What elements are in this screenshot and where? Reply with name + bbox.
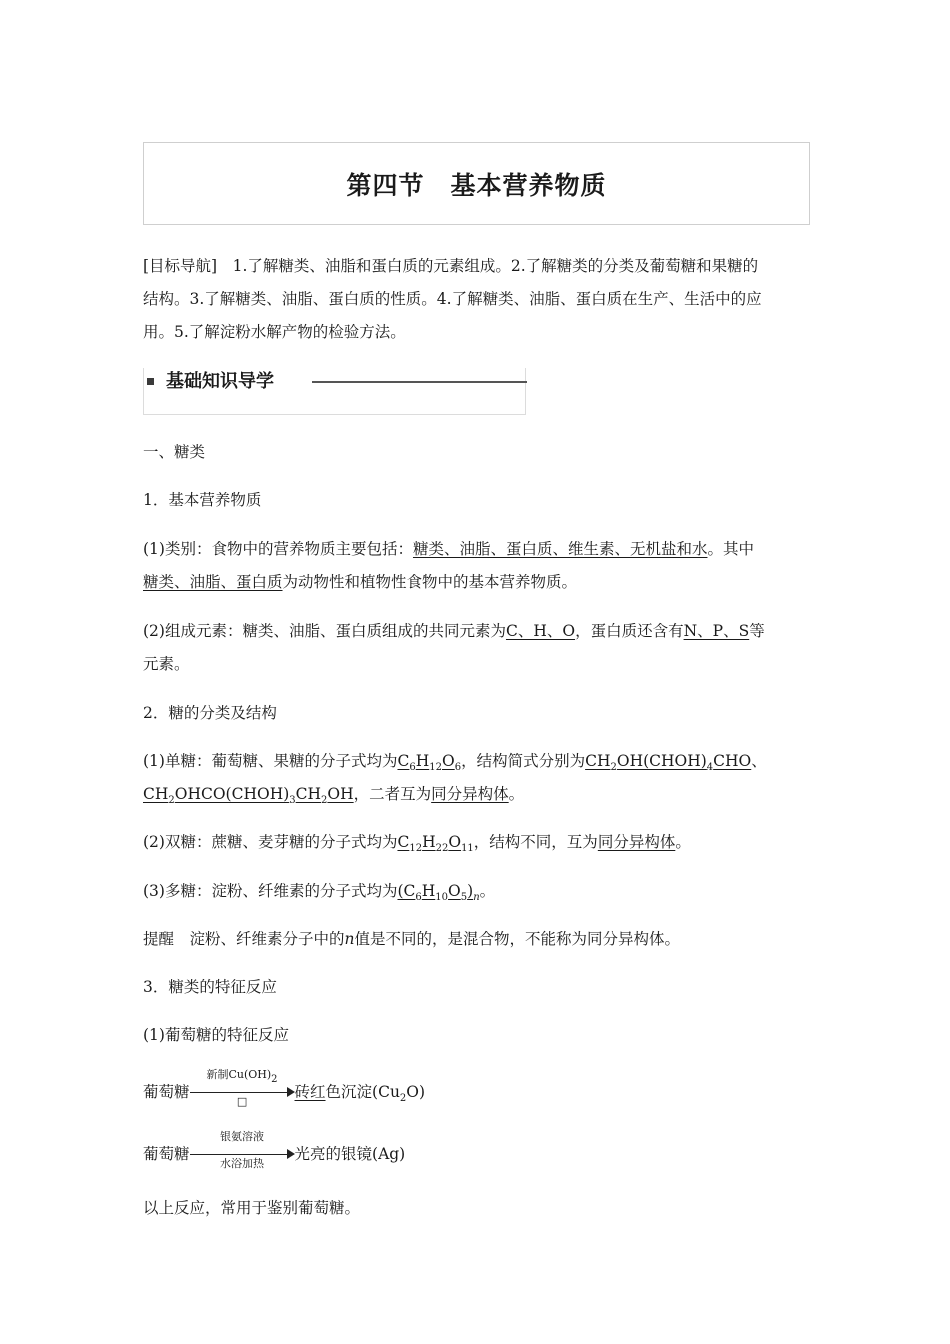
s3-sub-heading: (1)葡萄糖的特征反应 <box>143 1026 289 1044</box>
s2-mono-line-2 <box>143 778 524 811</box>
formula-glucose-structure: $CH_2OH(CHOH)_4CHO$ <box>585 752 752 773</box>
title-box <box>143 142 810 225</box>
square-bullet-icon <box>147 378 154 385</box>
s1-category-line <box>143 533 754 566</box>
s2-di-line <box>143 826 691 859</box>
text: 。 <box>479 882 496 900</box>
text: ，二者互为 <box>353 785 432 803</box>
heading-rule <box>312 381 527 383</box>
text: ，蛋白质还含有 <box>575 622 684 640</box>
text: 。 <box>675 833 691 851</box>
text: 光亮的银镜(Ag) <box>294 1145 406 1163</box>
text: 。其中 <box>707 540 754 558</box>
text: 。 <box>508 785 525 803</box>
reaction-1: 葡萄糖 新制$Cu(OH)_2$ □ 砖红色沉淀$(Cu_2O)$ <box>143 1068 426 1108</box>
reaction-2 <box>143 1130 406 1171</box>
s2-heading: 2．糖的分类及结构 <box>143 704 277 722</box>
answer-blank: 同分异构体 <box>431 785 509 803</box>
reaction-arrow <box>190 1068 295 1108</box>
s3-heading: 3．糖类的特征反应 <box>143 978 277 996</box>
s2-mono-line: (1)单糖：葡萄糖、果糖的分子式均为$C_6H_{12}O_6$，结构简式分别为$CH_2OH(CHOH)_4CHO$、 <box>143 752 767 773</box>
reaction-arrow <box>190 1130 295 1170</box>
formula-glucose: $C_6H_{12}O_6$ <box>397 752 462 773</box>
text: 值是不同的，是混合物，不能称为同分异构体。 <box>354 930 681 948</box>
s2-poly-line <box>143 875 495 908</box>
answer-blank: 糖类、油脂、蛋白质、维生素、无机盐和水 <box>412 540 708 558</box>
s1-elements-line-2: 元素。 <box>143 655 190 673</box>
page-title: 第四节 基本营养物质 <box>346 170 607 200</box>
text: ，结构简式分别为 <box>461 752 586 770</box>
formula-fructose-structure: $CH_2OHCO(CHOH)_3CH_2OH$ <box>143 785 354 806</box>
s1-heading: 1．基本营养物质 <box>143 491 262 509</box>
answer-blank: C、H、O <box>505 622 576 640</box>
formula-starch: $(C_6H_{10}O_5)_n$ <box>397 882 480 903</box>
arrow-condition-below: 水浴加热 <box>220 1157 265 1170</box>
part-heading: 一、糖类 <box>143 443 206 461</box>
text: (2)双糖：蔗糖、麦芽糖的分子式均为 <box>143 833 398 851</box>
text: ，结构不同，互为 <box>473 833 598 851</box>
objectives-line-2: 结构。3.了解糖类、油脂、蛋白质的性质。4.了解糖类、油脂、蛋白质在生产、生活中的应 <box>143 290 762 308</box>
text: 为动物性和植物性食物中的基本营养物质。 <box>282 573 578 591</box>
objectives-line-3: 用。5.了解淀粉水解产物的检验方法。 <box>143 323 406 341</box>
answer-blank: N、P、S <box>683 622 750 640</box>
text: 葡萄糖 <box>143 1145 190 1163</box>
answer-blank: 同分异构体 <box>597 833 676 851</box>
text: 葡萄糖 <box>143 1083 190 1101</box>
text: 色沉淀(Cu <box>325 1083 400 1101</box>
arrow-condition-below: □ <box>236 1095 248 1108</box>
text: 提醒 淀粉、纤维素分子中的 <box>143 930 345 948</box>
objectives-line-1: [目标导航] 1.了解糖类、油脂和蛋白质的元素组成。2.了解糖类的分类及葡萄糖和果糖的 <box>143 257 759 275</box>
text: (2)组成元素：糖类、油脂、蛋白质组成的共同元素为 <box>143 622 506 640</box>
arrow-condition-above: 银氨溶液 <box>220 1130 265 1143</box>
s1-category-line-2 <box>143 566 577 599</box>
text: (1)类别：食物中的营养物质主要包括： <box>143 540 413 558</box>
text: (3)多糖：淀粉、纤维素的分子式均为 <box>143 882 398 900</box>
section-heading-box <box>143 368 526 415</box>
arrow-condition-above: 新制$Cu(OH)_2$ <box>206 1068 278 1085</box>
answer-blank: 糖类、油脂、蛋白质 <box>143 573 283 591</box>
text: 等 <box>749 622 765 640</box>
answer-blank: 砖红 <box>294 1083 326 1101</box>
text: (1)单糖：葡萄糖、果糖的分子式均为 <box>143 752 398 770</box>
s1-elements-line <box>143 615 765 648</box>
section-heading: 基础知识导学 <box>166 371 274 392</box>
s2-reminder <box>143 923 680 956</box>
formula-sucrose: $C_{12}H_{22}O_{11}$ <box>397 833 474 854</box>
closing-line: 以上反应，常用于鉴别葡萄糖。 <box>143 1199 361 1217</box>
italic-n: n <box>344 930 355 948</box>
